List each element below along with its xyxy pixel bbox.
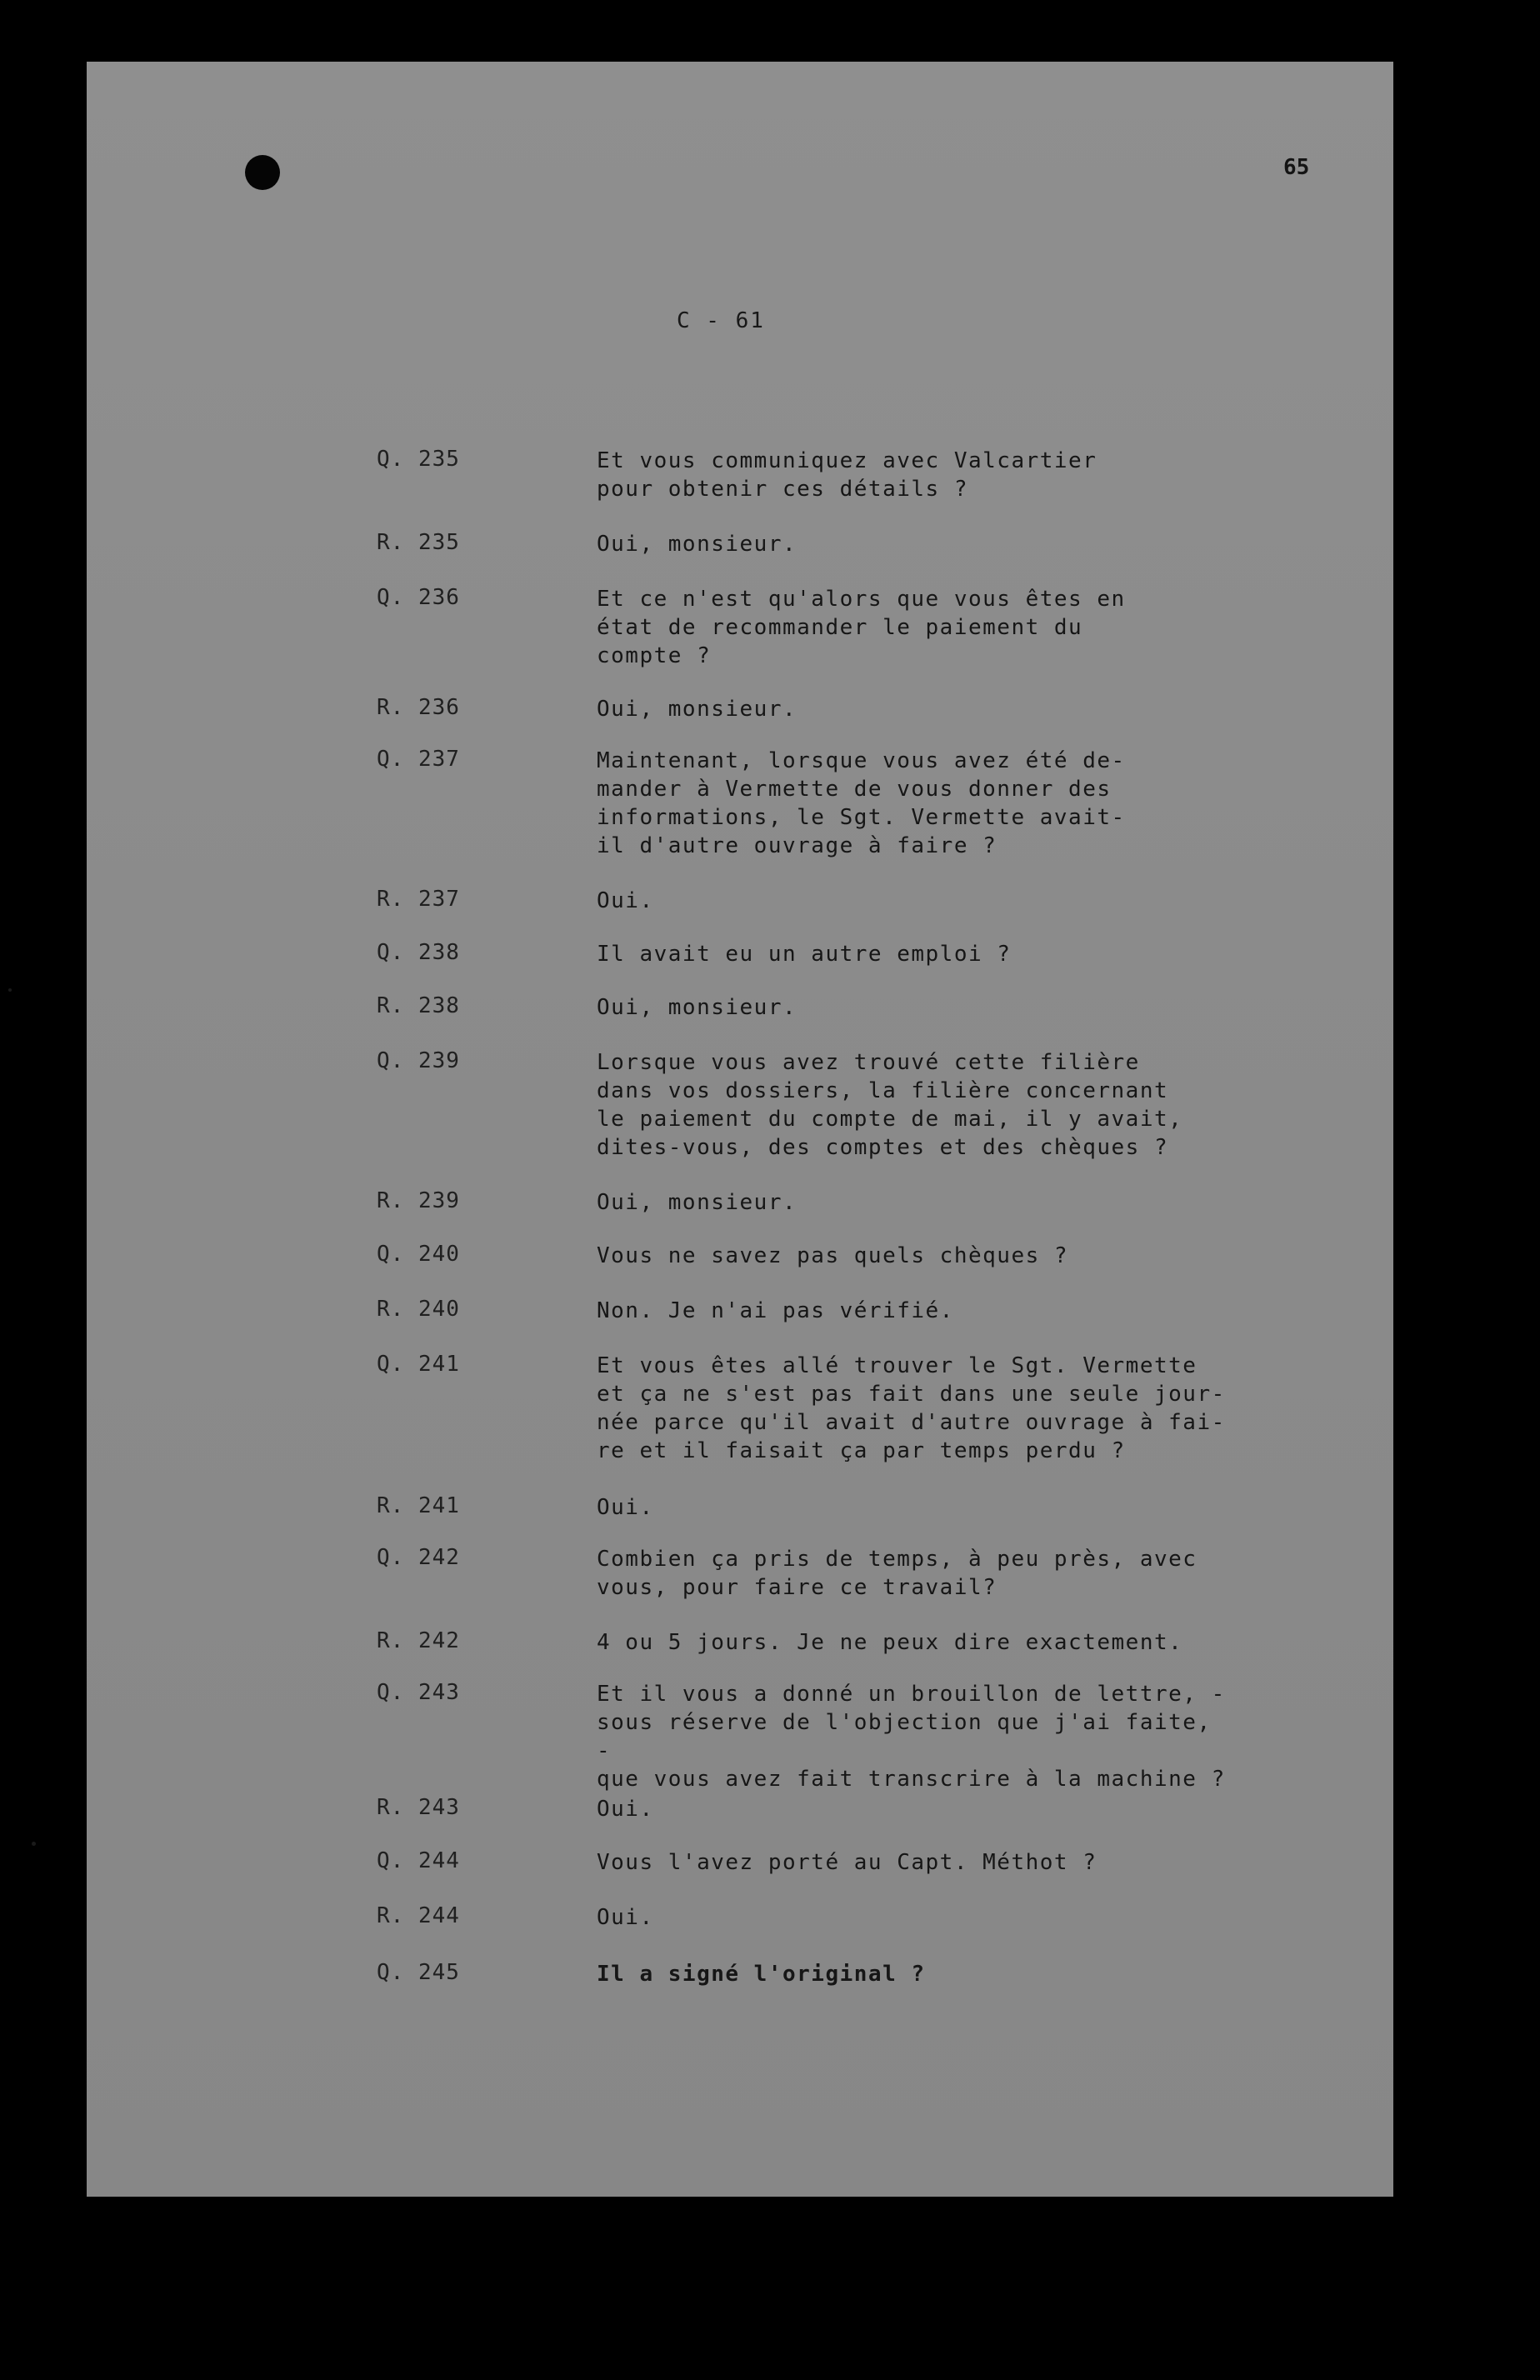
entry-label: Q. 235 bbox=[377, 447, 460, 472]
entry-label: Q. 236 bbox=[377, 585, 460, 610]
entry-text: Et ce n'est qu'alors que vous êtes en état de recommander le paiement du compte ? bbox=[597, 587, 1126, 668]
entry-text: Lorsque vous avez trouvé cette filière dans vos dossiers, la filière concernant le paiement du compte de mai, il y avait, dites-vous, des comptes et des chèques ? bbox=[597, 1050, 1183, 1160]
entry-text: Vous ne savez pas quels chèques ? bbox=[597, 1243, 1069, 1268]
entry-label: R. 240 bbox=[377, 1297, 460, 1322]
entry-label: R. 242 bbox=[377, 1628, 460, 1653]
entry-text: Oui, monsieur. bbox=[597, 995, 798, 1020]
entry-label: Q. 241 bbox=[377, 1352, 460, 1377]
entry-label: R. 244 bbox=[377, 1903, 460, 1928]
entry-label: Q. 239 bbox=[377, 1048, 460, 1073]
entry-text: Vous l'avez porté au Capt. Méthot ? bbox=[597, 1850, 1098, 1875]
entry-text: Et il vous a donné un brouillon de lettre, - sous réserve de l'objection que j'ai faite, - que vous avez fait transcrire à la machine ? bbox=[597, 1682, 1226, 1792]
entry-text: Oui. bbox=[597, 1797, 654, 1822]
entry-text: Oui. bbox=[597, 1495, 654, 1520]
entry-text: Oui. bbox=[597, 888, 654, 913]
entry-label: Q. 238 bbox=[377, 940, 460, 965]
entry-label: R. 236 bbox=[377, 695, 460, 720]
entry-label: Q. 245 bbox=[377, 1960, 460, 1985]
entry-label: Q. 240 bbox=[377, 1242, 460, 1267]
entry-text: Et vous êtes allé trouver le Sgt. Vermette et ça ne s'est pas fait dans une seule jour- née parce qu'il avait d'autre ouvrage à fai- re et il faisait ça par temps perdu ? bbox=[597, 1353, 1226, 1463]
entry-label: Q. 244 bbox=[377, 1848, 460, 1873]
entry-text: Et vous communiquez avec Valcartier pour obtenir ces détails ? bbox=[597, 448, 1098, 502]
entry-label: R. 235 bbox=[377, 530, 460, 555]
entry-text: Oui, monsieur. bbox=[597, 532, 798, 557]
entry-text: Oui, monsieur. bbox=[597, 697, 798, 722]
entry-label: R. 239 bbox=[377, 1188, 460, 1213]
entry-label: R. 241 bbox=[377, 1493, 460, 1518]
entry-label: Q. 242 bbox=[377, 1545, 460, 1570]
entry-text: Il a signé l'original ? bbox=[597, 1962, 926, 1987]
entry-label: Q. 237 bbox=[377, 747, 460, 772]
entry-text: 4 ou 5 jours. Je ne peux dire exactement. bbox=[597, 1630, 1183, 1655]
entry-label: R. 237 bbox=[377, 887, 460, 912]
entry-label: Q. 243 bbox=[377, 1680, 460, 1705]
page-number: 65 bbox=[1283, 155, 1310, 180]
entry-text: Il avait eu un autre emploi ? bbox=[597, 942, 1012, 967]
entry-label: R. 238 bbox=[377, 993, 460, 1018]
entry-label: R. 243 bbox=[377, 1795, 460, 1820]
entry-text: Oui, monsieur. bbox=[597, 1190, 798, 1215]
entry-text: Oui. bbox=[597, 1905, 654, 1930]
entry-text: Combien ça pris de temps, à peu près, avec vous, pour faire ce travail? bbox=[597, 1547, 1198, 1600]
entry-text: Non. Je n'ai pas vérifié. bbox=[597, 1298, 954, 1323]
document-reference: C - 61 bbox=[677, 308, 765, 333]
entry-text: Maintenant, lorsque vous avez été de- mander à Vermette de vous donner des informations, le Sgt. Vermette avait- il d'autre ouvrage à faire ? bbox=[597, 748, 1126, 858]
